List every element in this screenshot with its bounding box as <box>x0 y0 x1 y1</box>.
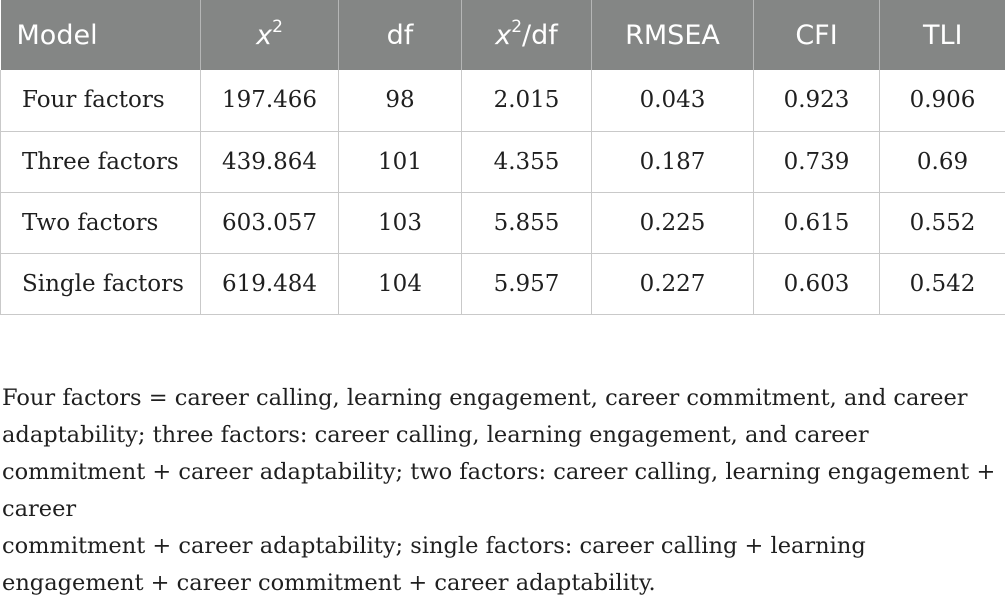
header-chi-square <box>201 0 339 70</box>
cell-chi2: 439.864 <box>201 131 339 192</box>
header-chi-df-ratio <box>462 0 592 70</box>
cell-cfi: 0.923 <box>754 70 880 131</box>
header-chi-base: x <box>256 20 272 51</box>
header-ratio-suffix: /df <box>522 20 558 51</box>
cell-cfi: 0.603 <box>754 253 880 314</box>
header-model: Model <box>1 0 201 70</box>
cell-cfi: 0.615 <box>754 192 880 253</box>
cell-rmsea: 0.187 <box>592 131 754 192</box>
header-df: df <box>339 0 462 70</box>
footnote-line: commitment + career adaptability; two factors: career calling, learning engagement + career <box>2 459 995 522</box>
header-ratio-sup: 2 <box>511 17 522 37</box>
footnote-line: Four factors = career calling, learning engagement, career commitment, and career <box>2 385 968 411</box>
cell-model: Single factors <box>1 253 201 314</box>
table-row <box>1 192 1005 253</box>
cell-ratio: 5.957 <box>462 253 592 314</box>
cell-cfi: 0.739 <box>754 131 880 192</box>
cell-df: 101 <box>339 131 462 192</box>
cell-df: 104 <box>339 253 462 314</box>
cell-tli: 0.542 <box>880 253 1005 314</box>
header-tli: TLI <box>880 0 1005 70</box>
cell-tli: 0.69 <box>880 131 1005 192</box>
cell-model: Two factors <box>1 192 201 253</box>
cell-ratio: 2.015 <box>462 70 592 131</box>
header-cfi: CFI <box>754 0 880 70</box>
cell-rmsea: 0.227 <box>592 253 754 314</box>
cell-rmsea: 0.043 <box>592 70 754 131</box>
header-row <box>1 0 1005 70</box>
footnote-line: commitment + career adaptability; single factors: career calling + learning <box>2 533 866 559</box>
cell-ratio: 5.855 <box>462 192 592 253</box>
cell-df: 103 <box>339 192 462 253</box>
table-footnote <box>2 380 1002 602</box>
header-rmsea: RMSEA <box>592 0 754 70</box>
header-ratio-base: x <box>495 20 511 51</box>
footnote-line: engagement + career commitment + career adaptability. <box>2 570 656 596</box>
cell-chi2: 619.484 <box>201 253 339 314</box>
cell-ratio: 4.355 <box>462 131 592 192</box>
cell-chi2: 603.057 <box>201 192 339 253</box>
cell-model: Four factors <box>1 70 201 131</box>
header-chi-sup: 2 <box>272 17 283 37</box>
cell-df: 98 <box>339 70 462 131</box>
table-row <box>1 253 1005 314</box>
cell-chi2: 197.466 <box>201 70 339 131</box>
cell-rmsea: 0.225 <box>592 192 754 253</box>
footnote-line: adaptability; three factors: career calling, learning engagement, and career <box>2 422 869 448</box>
cell-model: Three factors <box>1 131 201 192</box>
cell-tli: 0.906 <box>880 70 1005 131</box>
table-row <box>1 131 1005 192</box>
table-row <box>1 70 1005 131</box>
cell-tli: 0.552 <box>880 192 1005 253</box>
